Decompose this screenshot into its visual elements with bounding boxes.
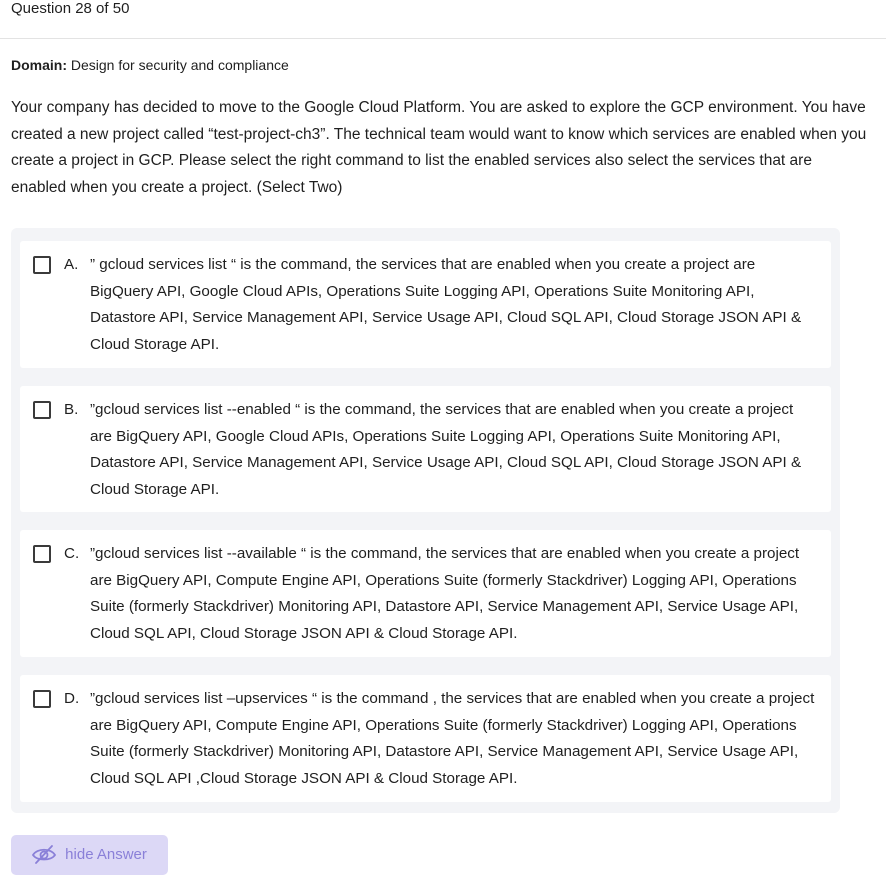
option-c-text: ”gcloud services list --available “ is the command, the services that are enabled when you create a project are BigQuery API, Compute Engine API, Operations Suite (formerly Stackdriver) Logging API, Operations Suite (formerly Stackdriver) Monitoring API, Datastore API, Service Management API, Service Usage API, Cloud SQL API, Cloud Storage JSON API & Cloud Storage API. [90,545,800,642]
option-b-checkbox[interactable] [33,401,51,419]
option-c[interactable] [20,530,831,657]
option-b-letter: B. [64,401,79,418]
eye-slash-icon [31,844,57,864]
option-c-letter: C. [64,545,80,562]
domain-line [11,56,289,74]
hide-answer-label: hide Answer [65,846,147,863]
option-b[interactable] [20,386,831,512]
options-panel [11,228,840,813]
question-header [0,0,886,39]
option-a-letter: A. [64,256,79,273]
option-d[interactable] [20,675,831,802]
option-d-text: ”gcloud services list –upservices “ is the command , the services that are enabled when you create a project are BigQuery API, Compute Engine API, Operations Suite (formerly Stackdriver) Logging API, Operations Suite (formerly Stackdriver) Monitoring API, Datastore API, Service Management API, Service Usage API, Cloud SQL API ,Cloud Storage JSON API & Cloud Storage API. [90,690,815,787]
option-d-checkbox[interactable] [33,690,51,708]
domain-value: Design for security and compliance [70,57,289,73]
option-a-text: ” gcloud services list “ is the command, the services that are enabled when you create a project are BigQuery API, Google Cloud APIs, Operations Suite Logging API, Operations Suite Monitoring API, Datastore API, Service Management API, Service Usage API, Cloud SQL API, Cloud Storage JSON API & Cloud Storage API. [90,256,802,353]
option-b-text: ”gcloud services list --enabled “ is the command, the services that are enabled when you create a project are BigQuery API, Google Cloud APIs, Operations Suite Logging API, Operations Suite Monitoring API, Datastore API, Service Management API, Service Usage API, Cloud SQL API, Cloud Storage JSON API & Cloud Storage API. [90,401,802,498]
option-a-checkbox[interactable] [33,256,51,274]
option-d-letter: D. [64,690,80,707]
hide-answer-button[interactable] [11,835,168,875]
question-text: Your company has decided to move to the Google Cloud Platform. You are asked to explore the GCP environment. You have created a new project called “test-project-ch3”. The technical team would want to know which services are enabled when you create a project in GCP. Please select the right command to list the enabled services also select the services that are enabled when you create a project. (Select Two) [11,99,867,197]
question-counter: Question 28 of 50 [11,0,130,17]
option-a[interactable] [20,241,831,368]
option-c-checkbox[interactable] [33,545,51,563]
domain-label: Domain: [11,57,67,73]
